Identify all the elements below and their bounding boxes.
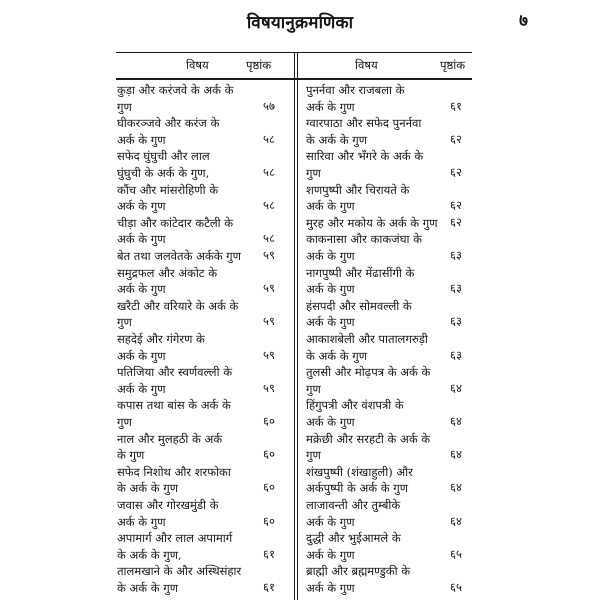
toc-entry (306, 215, 438, 232)
toc-entry-text: काकनासा और काकजंघा के (306, 232, 422, 247)
toc-entry-text: तुलसी और मोढ़पत्र के अर्क के (306, 365, 431, 380)
column-divider-inner (297, 52, 298, 600)
toc-entry-text: अर्क के गुण (117, 282, 166, 297)
toc-entry-page: ६१ (450, 98, 462, 113)
toc-entry-page: ५८ (263, 231, 275, 246)
toc-entry (117, 563, 241, 596)
toc-entry-text: गुण (306, 381, 321, 396)
toc-entry-page: ५८ (263, 131, 275, 146)
toc-entry (117, 464, 231, 497)
toc-entry-page: ६२ (450, 165, 462, 179)
toc-entry-text: अर्क के गुण (306, 99, 355, 114)
toc-entry-page: ५९ (263, 248, 275, 262)
toc-entry-text: अर्क के गुण (306, 199, 355, 214)
toc-entry (306, 397, 404, 430)
toc-entry (117, 331, 205, 364)
toc-entry-page: ६० (263, 414, 275, 428)
toc-entry-text: अर्क के गुण (117, 348, 166, 363)
toc-entry-text: पुनर्नवा और राजबला के (306, 83, 405, 97)
toc-entry-text: अर्क के गुण (306, 580, 355, 595)
toc-entry (117, 497, 219, 530)
toc-entry-text: मक्रेछी और सरहटी के अर्क के (306, 431, 431, 446)
column-divider (294, 52, 295, 600)
left-subject-header: विषय (186, 58, 209, 72)
toc-entry-page: ६४ (450, 414, 462, 428)
toc-entry-text: अर्क के गुण (117, 132, 166, 147)
toc-entry-text: तालमखाने के और अस्थिसंहार (117, 564, 242, 579)
toc-entry (117, 530, 232, 563)
toc-entry-text: अर्कपुष्पी के अर्क के गुण (306, 481, 409, 496)
toc-entry-text: अर्क के गुण (306, 547, 355, 562)
toc-entry-page: ५७ (263, 98, 275, 113)
toc-entry-text: मुरह और मकोय के अर्क के गुण (306, 215, 438, 230)
toc-entry (117, 248, 241, 265)
toc-entry-text: सारिवा और भँगरे के अर्क के (306, 149, 424, 164)
toc-entry-text: कौंच और मांसरोहिणी के (117, 182, 219, 197)
toc-entry (117, 182, 218, 215)
toc-entry-text: शंखपुष्पी (शंखाहुली) और (306, 464, 413, 479)
toc-entry-text: गुण (306, 448, 321, 463)
toc-entry-text: अर्क के गुण (117, 514, 166, 529)
toc-entry-page: ६२ (450, 198, 462, 213)
toc-entry-page: ६० (263, 513, 275, 528)
toc-entry-text: चीड़ा और कांटेदार कटैली के (117, 215, 234, 230)
toc-entry-text: गुण (117, 99, 132, 114)
toc-entry (306, 530, 401, 563)
toc-entry (306, 464, 413, 497)
toc-entry (117, 215, 233, 248)
toc-entry-text: समुद्रफल और अंकोट के (117, 265, 218, 280)
left-page-header: पृष्ठांक (246, 58, 272, 72)
toc-entry (117, 298, 238, 331)
toc-entry-text: नाल और मुलहठी के अर्क (117, 431, 223, 446)
toc-entry-text: कुड़ा और करंजवे के अर्क के (117, 83, 234, 97)
toc-entry (306, 497, 400, 530)
toc-entry (306, 115, 421, 148)
toc-entry-text: घीकरञ्जवे और करंज के (117, 116, 220, 131)
toc-entry (306, 82, 405, 115)
toc-entry-text: आकाशबेली और पातालगरुड़ी (306, 332, 428, 346)
toc-entry-text: अर्क के गुण (306, 282, 355, 297)
toc-entry-text: जवास और गोरखमुंडी के (117, 498, 219, 512)
toc-entry-text: गुण (306, 165, 321, 180)
toc-entry (117, 265, 217, 298)
toc-entry-text: हंसपदी और सोमवल्ली के (306, 298, 412, 313)
toc-entry-text: अर्क के गुण (117, 232, 166, 247)
toc-entry (117, 431, 222, 464)
toc-entry (306, 563, 410, 596)
right-subject-header: विषय (355, 58, 378, 72)
toc-entry-page: ५९ (263, 380, 275, 395)
toc-entry-page: ६१ (263, 546, 275, 561)
toc-entry-text: हिंगुपत्री और वंशपत्री के (306, 398, 404, 413)
toc-entry-text: घुंघुची के अर्क के गुण, (117, 165, 210, 180)
toc-entry-page: ५९ (263, 347, 275, 362)
toc-entry-text: अर्क के गुण (306, 514, 355, 529)
toc-entry-page: ६३ (450, 314, 462, 329)
toc-entry-text: अर्क के गुण (117, 199, 166, 214)
toc-entry-text: कपास तथा बांस के अर्क के (117, 398, 231, 413)
toc-entry (306, 298, 412, 331)
toc-entry (117, 82, 233, 115)
toc-entry-text: सहदेई और गंगेरण के (117, 332, 205, 346)
toc-entry-page: ६४ (450, 380, 462, 395)
toc-entry-text: के अर्क के गुण (306, 132, 368, 147)
toc-entry (117, 115, 219, 148)
toc-entry-text: पतिजिया और स्वर्णवल्ली के (117, 365, 233, 380)
toc-entry (306, 182, 409, 215)
toc-entry (306, 231, 422, 264)
toc-entry-page: ६५ (450, 546, 462, 561)
toc-entry (117, 148, 210, 181)
toc-entry-text: अपामार्ग और लाल अपामार्ग (117, 531, 233, 546)
toc-entry-text: खरैटी और वरियारे के अर्क के (117, 298, 239, 313)
toc-entry-text: सफेद निशोथ और शरफोका (117, 464, 231, 479)
toc-entry-text: अर्क के गुण (306, 315, 355, 330)
toc-entry-page: ६२ (450, 131, 462, 146)
toc-entry (306, 331, 428, 364)
toc-entry-text: के अर्क के गुण (117, 580, 179, 595)
toc-entry-page: ५९ (263, 281, 275, 296)
page-number: ७ (519, 11, 528, 31)
toc-entry-text: बेत तथा जलवेतके अर्कके गुण (117, 249, 241, 263)
toc-entry (117, 364, 232, 397)
toc-entry (306, 431, 430, 464)
toc-entry-page: ६४ (450, 480, 462, 495)
toc-entry-page: ६२ (450, 214, 462, 229)
toc-entry (306, 265, 414, 298)
toc-entry-text: के अर्क के गुण (117, 481, 179, 496)
right-page-header: पृष्ठांक (440, 58, 466, 72)
toc-entry-page: ६४ (450, 513, 462, 528)
toc-entry-page: ५९ (263, 314, 275, 329)
page-title: विषयानुक्रमणिका (246, 13, 354, 33)
toc-entry (117, 397, 231, 430)
toc-entry-page: ६३ (450, 281, 462, 296)
toc-entry-text: ग्वारपाठा और सफेद पुनर्नवा (306, 116, 422, 131)
toc-entry-text: लाजावन्ती और तुम्बीके (306, 498, 401, 512)
toc-entry-text: सफेद घुंघुची और लाल (117, 149, 210, 164)
toc-entry-text: अर्क के गुण (306, 248, 355, 263)
toc-entry-page: ६४ (450, 447, 462, 462)
toc-entry-text: गुण (117, 414, 132, 429)
toc-entry-page: ६० (263, 480, 275, 495)
toc-entry-page: ६१ (263, 580, 275, 594)
toc-entry-text: ब्राह्मी और ब्रह्ममण्डुकी के (306, 564, 411, 579)
toc-entry-text: अर्क के गुण (117, 381, 166, 396)
toc-entry-page: ६३ (450, 248, 462, 262)
toc-entry-text: अर्क के गुण (306, 414, 355, 429)
toc-entry-text: शणपुष्पी और चिरायते के (306, 182, 410, 197)
toc-entry-text: के अर्क के गुण, (117, 547, 182, 562)
toc-entry-text: नागपुष्पी और मेंढासींगी के (306, 265, 415, 280)
toc-entry-page: ५८ (263, 198, 275, 213)
toc-entry-text: गुण (117, 315, 132, 330)
toc-entry (306, 148, 423, 181)
toc-entry-page: ६० (263, 447, 275, 462)
toc-entry-page: ६३ (450, 347, 462, 362)
toc-entry-page: ५८ (263, 165, 275, 179)
toc-entry (306, 364, 430, 397)
toc-entry-text: दुद्धी और भुईआमले के (306, 531, 401, 546)
toc-entry-text: के गुण (117, 448, 145, 463)
toc-entry-page: ६५ (450, 580, 462, 594)
toc-entry-text: के अर्क के गुण (306, 348, 368, 363)
